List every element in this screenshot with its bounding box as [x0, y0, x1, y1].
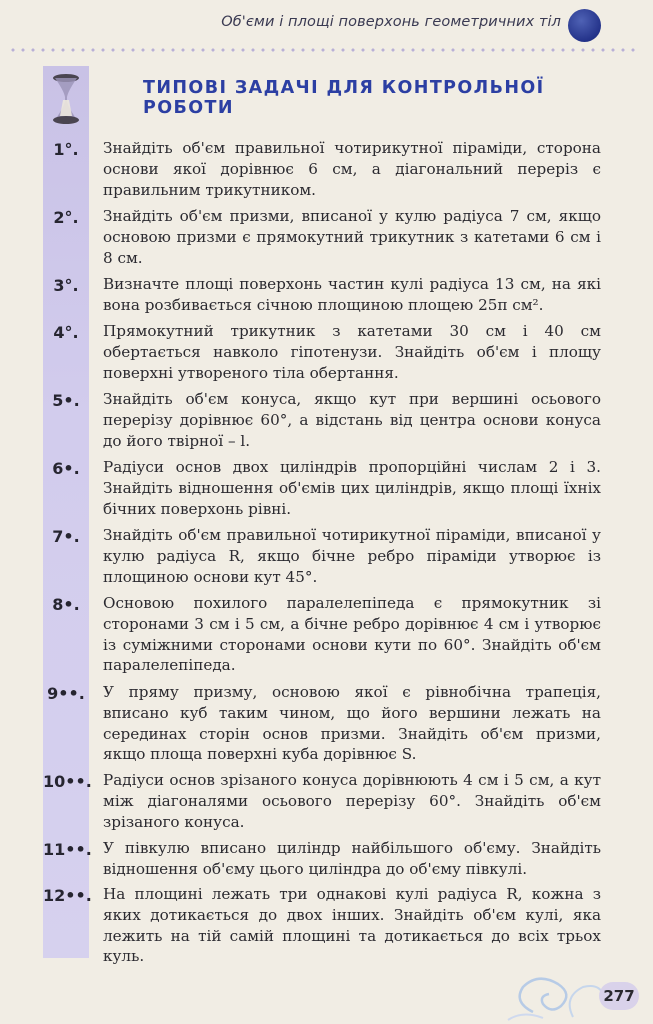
- problem-number: 5•.: [52, 391, 80, 410]
- problem-text: У півкулю вписано циліндр найбільшого об'єму. Знайдіть відношення об'єму цього циліндра до об'єму півкулі.: [103, 839, 601, 878]
- problem-text: На площині лежать три однакові кулі радіуса R, кожна з яких дотикається до двох інших. Знайдіть об'єм кулі, яка лежить на тій самій площині та дотикається до всіх трьох куль.: [103, 885, 601, 966]
- problem-text: Знайдіть об'єм призми, вписаної у кулю радіуса 7 см, якщо основою призми є прямокутний трикутник з катетами 6 см і 8 см.: [103, 207, 601, 267]
- running-title: Об'єми і площі поверхонь геометричних тіл: [221, 14, 561, 30]
- problem-text: Знайдіть об'єм правильної чотирикутної піраміди, вписаної у кулю радіуса R, якщо бічне ребро піраміди утворює із площиною основи кут 45°.: [103, 526, 601, 586]
- problem-number: 1°.: [53, 140, 79, 159]
- problem-number: 4°.: [53, 323, 79, 342]
- problem-number: 8•.: [52, 595, 80, 614]
- section-heading: ТИПОВІ ЗАДАЧІ ДЛЯ КОНТРОЛЬНОЇ РОБОТИ: [143, 78, 545, 118]
- dotted-divider: [8, 48, 638, 52]
- problem-number: 2°.: [53, 208, 79, 227]
- problem-number: 11••.: [43, 840, 92, 859]
- problem-text: Визначте площі поверхонь частин кулі радіуса 13 см, на які вона розбивається січною площиною площею 25π см².: [103, 275, 601, 314]
- blue-circle-ornament: [568, 9, 601, 42]
- page-header: [0, 0, 653, 50]
- problem-number: 9••.: [47, 684, 85, 703]
- problem-text: Основою похилого паралелепіпеда є прямокутник зі сторонами 3 см і 5 см, а бічне ребро дорівнює 4 см і утворює із суміжними сторонами основи кути по 60°. Знайдіть об'єм паралелепіпеда.: [103, 594, 601, 675]
- problem-text: У пряму призму, основою якої є рівнобічна трапеція, вписано куб таким чином, що його вершини лежать на серединах сторін основ призми. Знайдіть об'єм призми, якщо площа поверхні куба дорівнює S.: [103, 683, 601, 764]
- problem-text: Знайдіть об'єм правильної чотирикутної піраміди, сторона основи якої дорівнює 6 см, а діагональний переріз є правильним трикутником.: [103, 139, 601, 199]
- problem-number: 6•.: [52, 459, 80, 478]
- problem-text: Радіуси основ двох циліндрів пропорційні числам 2 і 3. Знайдіть відношення об'ємів цих циліндрів, якщо площі їхніх бічних поверхонь рівні.: [103, 458, 601, 518]
- problem-number: 10••.: [43, 772, 92, 791]
- left-margin-band: [43, 66, 92, 958]
- problem-text: Радіуси основ зрізаного конуса дорівнюють 4 см і 5 см, а кут між діагоналями осьового перерізу 60°. Знайдіть об'єм зрізаного конуса.: [103, 771, 601, 831]
- problem-number: 12••.: [43, 886, 92, 905]
- page-number: 277: [599, 982, 639, 1010]
- swirl-ornament: [503, 962, 613, 1022]
- problem-number: 7•.: [52, 527, 80, 546]
- hourglass-icon: [45, 66, 87, 132]
- problem-text: Прямокутний трикутник з катетами 30 см і 40 см обертається навколо гіпотенузи. Знайдіть об'єм і площу поверхні утвореного тіла обертання.: [103, 322, 601, 382]
- problem-number: 3°.: [53, 276, 79, 295]
- problem-text: Знайдіть об'єм конуса, якщо кут при вершині осьового перерізу дорівнює 60°, а відстань від центра основи конуса до його твірної – l.: [103, 390, 601, 450]
